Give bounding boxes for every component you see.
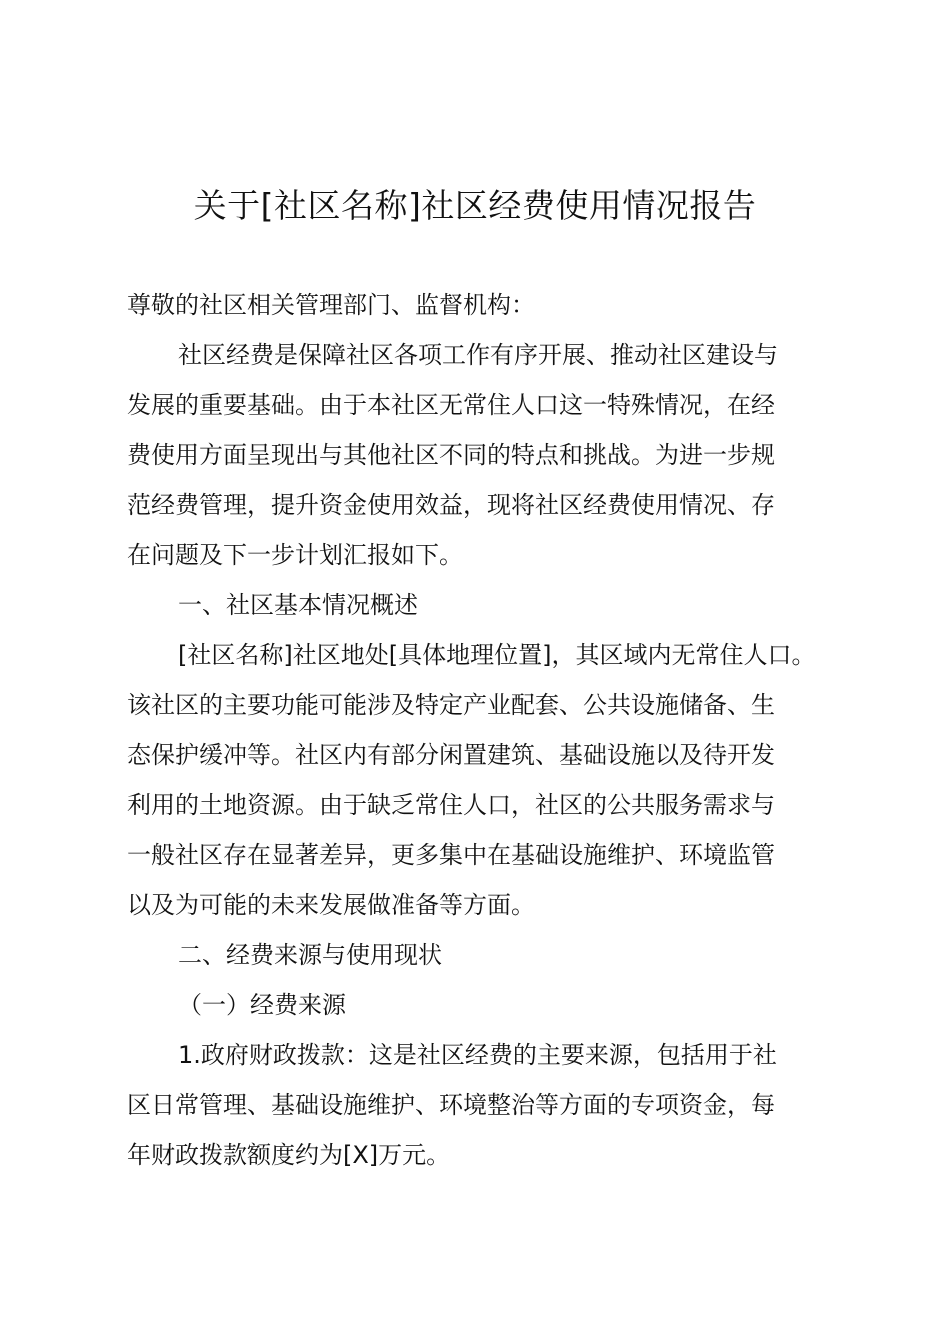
paragraph-line: 该社区的主要功能可能涉及特定产业配套、公共设施储备、生 <box>127 691 775 719</box>
document-body <box>127 280 832 1180</box>
paragraph-line: 一般社区存在显著差异，更多集中在基础设施维护、环境监管 <box>127 841 775 869</box>
paragraph-line: 区日常管理、基础设施维护、环境整治等方面的专项资金，每 <box>127 1091 775 1119</box>
paragraph-line: 以及为可能的未来发展做准备等方面。 <box>127 891 535 919</box>
paragraph-line: 费使用方面呈现出与其他社区不同的特点和挑战。为进一步规 <box>127 441 775 469</box>
paragraph-line: 发展的重要基础。由于本社区无常住人口这一特殊情况，在经 <box>127 391 775 419</box>
salutation-line: 尊敬的社区相关管理部门、监督机构： <box>127 291 535 319</box>
subsection-heading: （一）经费来源 <box>178 991 346 1019</box>
paragraph-line: 社区经费是保障社区各项工作有序开展、推动社区建设与 <box>178 341 778 369</box>
paragraph-line: 在问题及下一步计划汇报如下。 <box>127 541 463 569</box>
paragraph-line: [社区名称]社区地处[具体地理位置]，其区域内无常住人口。 <box>178 641 816 669</box>
section-heading: 二、经费来源与使用现状 <box>178 941 442 969</box>
document-title: 关于[社区名称]社区经费使用情况报告 <box>193 186 757 225</box>
paragraph-line: 利用的土地资源。由于缺乏常住人口，社区的公共服务需求与 <box>127 791 775 819</box>
paragraph-line: 1.政府财政拨款：这是社区经费的主要来源，包括用于社 <box>178 1041 777 1069</box>
section-heading: 一、社区基本情况概述 <box>178 591 418 619</box>
paragraph-line: 年财政拨款额度约为[X]万元。 <box>127 1141 451 1169</box>
paragraph-line: 范经费管理，提升资金使用效益，现将社区经费使用情况、存 <box>127 491 775 519</box>
paragraph-line: 态保护缓冲等。社区内有部分闲置建筑、基础设施以及待开发 <box>127 741 775 769</box>
